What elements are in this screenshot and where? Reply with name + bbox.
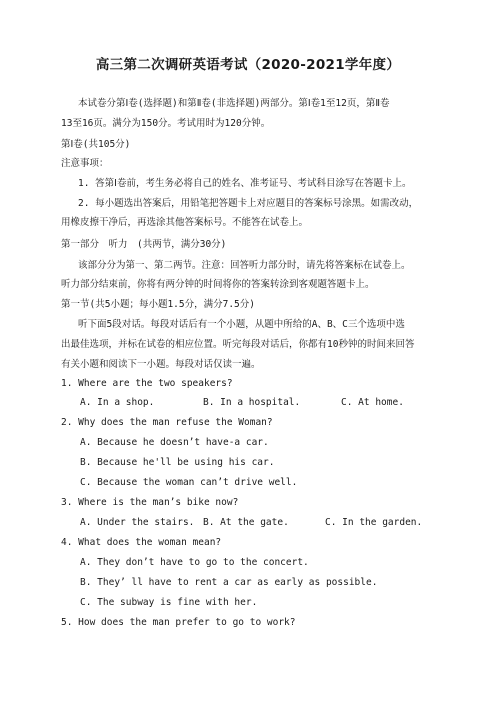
part-desc-line-1: 该部分分为第一、第二两节。注意：回答听力部分时，请先将答案标在试卷上。 — [78, 260, 411, 271]
document-title: 高三第二次调研英语考试（2020-2021学年度） — [95, 57, 401, 73]
intro-line-2: 13至16页。满分为150分。考试用时为120分钟。 — [61, 118, 271, 129]
intro-line-1: 本试卷分第Ⅰ卷(选择题)和第Ⅱ卷(非选择题)两部分。第Ⅰ卷1至12页，第Ⅱ卷 — [78, 98, 390, 109]
question-4-option-b: B. They’ ll have to rent a car as early as possible. — [80, 577, 378, 588]
note-item-2-cont: 用橡皮擦干净后，再选涂其他答案标号。不能答在试卷上。 — [61, 217, 309, 228]
question-4: 4. What does the woman mean? — [61, 537, 222, 548]
part-heading: 第一部分 听力 (共两节，满分30分) — [61, 239, 227, 250]
question-5: 5. How does the man prefer to go to work? — [61, 617, 296, 628]
section-heading: 第Ⅰ卷(共105分) — [61, 139, 131, 150]
question-2: 2. Why does the man refuse the Woman? — [61, 417, 273, 428]
subsection-desc-line-1: 听下面5段对话。每段对话后有一个小题，从题中所给的A、B、C三个选项中选 — [78, 319, 405, 330]
question-2-option-b: B. Because he'll be using his car. — [80, 457, 275, 468]
question-3-option-b: B. At the gate. — [203, 517, 289, 528]
question-3-option-a: A. Under the stairs. — [80, 517, 195, 528]
subsection-desc-line-2: 出最佳选项，并标在试卷的相应位置。听完每段对话后，你都有10秒钟的时间来回答 — [61, 339, 415, 350]
question-1-option-b: B. In a hospital. — [203, 397, 301, 408]
question-1-option-a: A. In a shop. — [80, 397, 155, 408]
question-2-option-c: C. Because the woman can’t drive well. — [80, 477, 298, 488]
note-item-1: 1. 答第Ⅰ卷前，考生务必将自己的姓名、准考证号、考试科目涂写在答题卡上。 — [78, 178, 412, 189]
question-1: 1. Where are the two speakers? — [61, 378, 233, 389]
question-4-option-a: A. They don’t have to go to the concert. — [80, 557, 309, 568]
note-item-2: 2. 每小题选出答案后，用铅笔把答题卡上对应题目的答案标号涂黑。如需改动， — [78, 198, 419, 209]
question-2-option-a: A. Because he doesn’t have-a car. — [80, 437, 269, 448]
question-3-option-c: C. In the garden. — [325, 517, 423, 528]
subsection-desc-line-3: 有关小题和阅读下一小题。每段对话仅读一遍。 — [61, 359, 261, 370]
subsection-heading: 第一节(共5小题；每小题1.5分，满分7.5分) — [61, 299, 255, 310]
question-4-option-c: C. The subway is fine with her. — [80, 597, 258, 608]
question-3: 3. Where is the man’s bike now? — [61, 497, 239, 508]
notes-heading: 注意事项： — [61, 158, 109, 169]
question-1-option-c: C. At home. — [341, 397, 404, 408]
part-desc-line-2: 听力部分结束前，你将有两分钟的时间将你的答案转涂到客观题答题卡上。 — [61, 279, 375, 290]
